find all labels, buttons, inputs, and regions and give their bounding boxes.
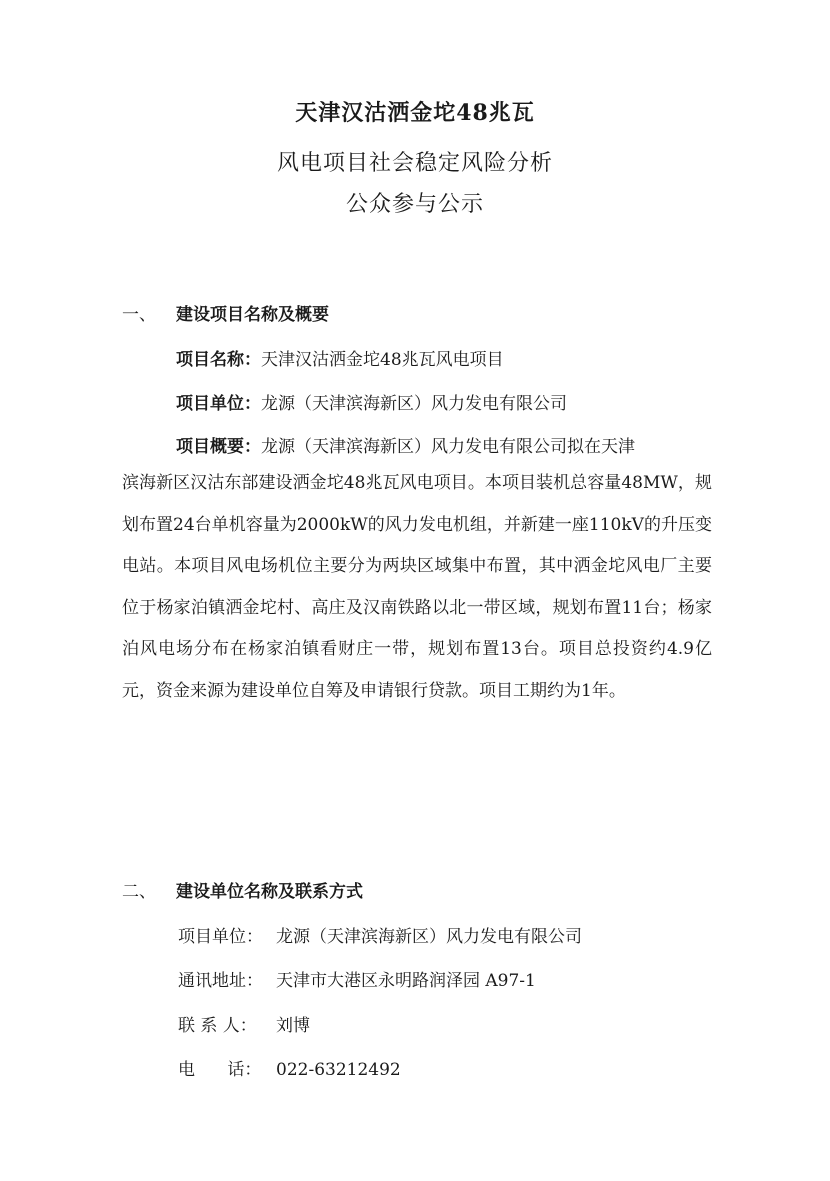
contact-address-label: 通讯地址： <box>178 971 263 991</box>
contact-person-label: 联 系 人： <box>178 1016 257 1036</box>
section-1-heading <box>122 300 329 325</box>
contact-address-line <box>178 966 536 991</box>
project-name-line <box>176 345 504 370</box>
contact-phone-line <box>178 1055 401 1080</box>
contact-person-value: 刘博 <box>276 1016 310 1036</box>
contact-unit-value: 龙源（天津滨海新区）风力发电有限公司 <box>276 927 582 947</box>
section-1-title: 建设项目名称及概要 <box>176 305 329 325</box>
contact-phone-value: 022-63212492 <box>276 1060 401 1080</box>
project-name-label: 项目名称： <box>176 350 261 370</box>
project-unit-value: 龙源（天津滨海新区）风力发电有限公司 <box>261 394 567 414</box>
project-unit-line <box>176 389 567 414</box>
document-title-line-3: 公众参与公示 <box>345 192 484 217</box>
contact-address-value: 天津市大港区永明路润泽园 A97-1 <box>276 971 536 991</box>
section-2-title: 建设单位名称及联系方式 <box>176 882 363 902</box>
project-overview-paragraph: 滨海新区汉沽东部建设洒金坨48兆瓦风电项目。本项目装机总容量48MW，规划布置24台单机容量为2000kW的风力发电机组，并新建一座110kV的升压变电站。本项目风电场机位主要分为两块区域集中布置，其中洒金坨风电厂主要位于杨家泊镇洒金坨村、高庄及汉南铁路以北一带区域，规划布置11台；杨家泊风电场分布在杨家泊镇看财庄一带，规划布置13台。项目总投资约4.9亿元，资金来源为建设单位自筹及申请银行贷款。项目工期约为1年。 <box>122 473 712 701</box>
contact-phone-label: 电 话： <box>178 1060 262 1080</box>
project-name-value: 天津汉沽洒金坨48兆瓦风电项目 <box>261 350 504 370</box>
section-1-number: 一、 <box>122 305 156 325</box>
project-overview-first: 龙源（天津滨海新区）风力发电有限公司拟在天津 <box>261 437 635 457</box>
project-overview-line <box>176 432 635 457</box>
document-title-line-2: 风电项目社会稳定风险分析 <box>276 151 553 176</box>
section-2-heading <box>122 877 363 902</box>
section-2-number: 二、 <box>122 882 156 902</box>
contact-person-line <box>178 1011 310 1036</box>
project-unit-label: 项目单位： <box>176 394 261 414</box>
contact-unit-label: 项目单位： <box>178 927 263 947</box>
document-title-line-1: 天津汉沽洒金坨48兆瓦 <box>295 100 535 126</box>
contact-unit-line <box>178 922 582 947</box>
project-overview-label: 项目概要： <box>176 437 261 457</box>
